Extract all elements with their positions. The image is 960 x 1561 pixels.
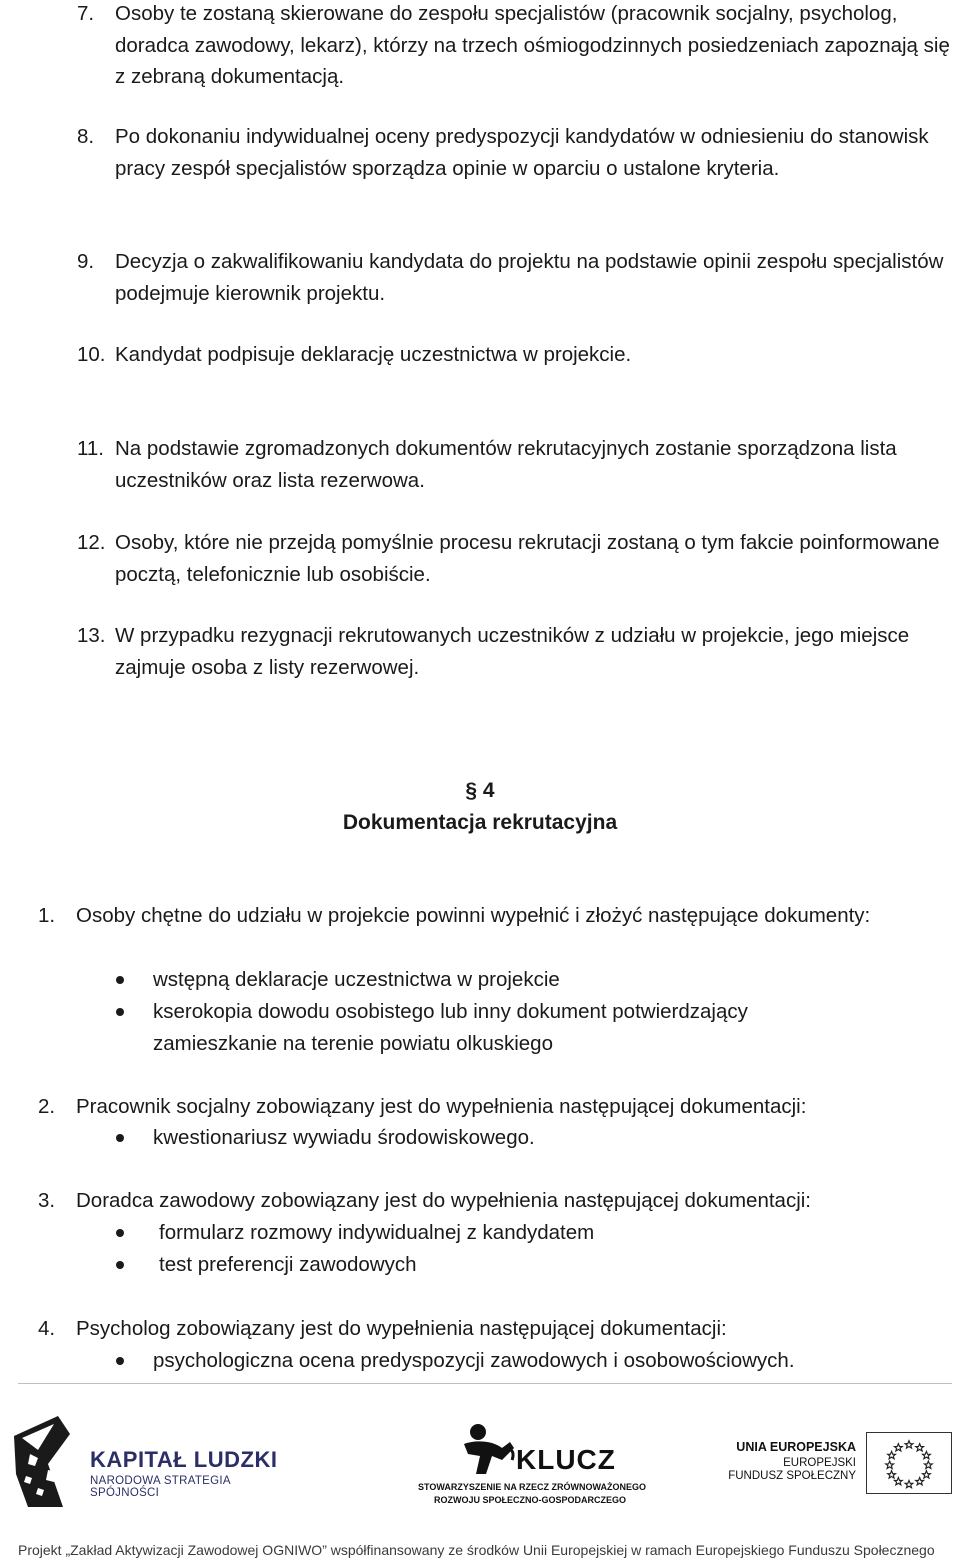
list-item xyxy=(38,1091,938,1123)
bullet-item xyxy=(116,964,936,996)
bullet-item xyxy=(116,1249,936,1281)
eu-flag-icon xyxy=(866,1432,952,1494)
list-text: Decyzja o zakwalifikowaniu kandydata do projektu na podstawie opinii zespołu specjalistów podejmuje kierownik projektu. xyxy=(115,250,944,305)
list-number: 10. xyxy=(77,343,106,366)
bullet-text: kwestionariusz wywiadu środowiskowego. xyxy=(153,1126,535,1149)
bullet-item xyxy=(116,1217,936,1249)
kapital-ludzki-subtitle: NARODOWA STRATEGIA SPÓJNOŚCI xyxy=(90,1475,231,1499)
list-number: 13. xyxy=(77,624,106,647)
list-item xyxy=(77,246,947,309)
list-item xyxy=(77,0,957,93)
eu-line-3: FUNDUSZ SPOŁECZNY xyxy=(728,1470,856,1482)
bullet-icon xyxy=(116,1134,124,1142)
section-number-value: 4 xyxy=(482,779,495,802)
list-text: Osoby, które nie przejdą pomyślnie procesu rekrutacji zostaną o tym fakcie poinformowane pocztą, telefonicznie lub osobiście. xyxy=(115,531,940,586)
klucz-tagline-2: ROZWOJU SPOŁECZNO-GOSPODARCZEGO xyxy=(434,1495,627,1505)
list-number: 12. xyxy=(77,531,106,554)
footer-text: Projekt „Zakład Aktywizacji Zawodowej OGNIWO” współfinansowany ze środków Unii Europejskiej w ramach Europejskiego Funduszu Społecznego xyxy=(18,1542,935,1558)
list-item xyxy=(77,433,957,496)
bullet-text: formularz rozmowy indywidualnej z kandydatem xyxy=(159,1221,595,1244)
bullet-icon xyxy=(116,1008,124,1016)
footer-divider xyxy=(18,1383,952,1384)
list-number: 11. xyxy=(77,437,104,460)
list-item xyxy=(38,900,938,932)
list-text: Psycholog zobowiązany jest do wypełnienia następującej dokumentacji: xyxy=(76,1317,727,1340)
list-text: Kandydat podpisuje deklarację uczestnictwa w projekcie. xyxy=(115,343,632,366)
kapital-ludzki-logo xyxy=(8,1414,293,1509)
bullet-text: psychologiczna ocena predyspozycji zawodowych i osobowościowych. xyxy=(153,1349,795,1372)
list-text: Na podstawie zgromadzonych dokumentów rekrutacyjnych zostanie sporządzona lista uczestników oraz lista rezerwowa. xyxy=(115,437,897,492)
bullet-icon xyxy=(116,1357,124,1365)
klucz-tagline-1: STOWARZYSZENIE NA RZECZ ZRÓWNOWAŻONEGO xyxy=(418,1482,646,1492)
list-item xyxy=(38,1313,938,1345)
klucz-logo xyxy=(418,1422,646,1512)
eu-title: UNIA EUROPEJSKA xyxy=(736,1440,856,1454)
bullet-icon xyxy=(116,1229,124,1237)
list-text: Doradca zawodowy zobowiązany jest do wypełnienia następującej dokumentacji: xyxy=(76,1189,812,1212)
list-number: 3. xyxy=(38,1189,56,1212)
kapital-ludzki-mark-icon xyxy=(8,1414,80,1509)
bullet-text: wstępną deklaracje uczestnictwa w projekcie xyxy=(153,968,560,991)
kapital-ludzki-title: KAPITAŁ LUDZKI xyxy=(90,1447,278,1472)
section-symbol: § xyxy=(465,779,478,802)
list-number: 1. xyxy=(38,904,56,927)
list-text: W przypadku rezygnacji rekrutowanych uczestników z udziału w projekcie, jego miejsce zajmuje osoba z listy rezerwowej. xyxy=(115,624,910,679)
list-item xyxy=(38,1185,938,1217)
list-item xyxy=(77,620,947,683)
list-text: Osoby chętne do udziału w projekcie powinni wypełnić i złożyć następujące dokumenty: xyxy=(76,904,871,927)
list-item xyxy=(77,121,947,184)
bullet-item xyxy=(116,1122,936,1154)
eu-logo xyxy=(728,1430,956,1500)
list-number: 8. xyxy=(77,125,95,148)
eu-line-2: EUROPEJSKI xyxy=(783,1457,856,1469)
list-text: Pracownik socjalny zobowiązany jest do wypełnienia następującej dokumentacji: xyxy=(76,1095,807,1118)
list-item xyxy=(77,527,947,590)
list-item xyxy=(77,339,947,371)
section-title: Dokumentacja rekrutacyjna xyxy=(342,811,618,834)
klucz-wordmark: KLUCZ xyxy=(516,1444,616,1475)
bullet-item xyxy=(116,1345,936,1377)
bullet-item xyxy=(116,996,836,1059)
list-number: 2. xyxy=(38,1095,56,1118)
list-text: Po dokonaniu indywidualnej oceny predyspozycji kandydatów w odniesieniu do stanowisk pracy zespół specjalistów sporządza opinie w oparciu o ustalone kryteria. xyxy=(115,125,929,180)
bullet-icon xyxy=(116,976,124,984)
list-number: 7. xyxy=(77,2,95,25)
bullet-icon xyxy=(116,1261,124,1269)
list-number: 9. xyxy=(77,250,95,273)
bullet-text: kserokopia dowodu osobistego lub inny dokument potwierdzający zamieszkanie na terenie powiatu olkuskiego xyxy=(153,1000,748,1055)
list-text: Osoby te zostaną skierowane do zespołu specjalistów (pracownik socjalny, psycholog, doradca zawodowy, lekarz), którzy na trzech ośmiogodzinnych posiedzeniach zapoznają się z zebraną dokumentacją. xyxy=(115,2,950,88)
section-number xyxy=(0,775,960,807)
bullet-text: test preferencji zawodowych xyxy=(159,1253,417,1276)
klucz-figure-icon xyxy=(458,1422,518,1480)
list-number: 4. xyxy=(38,1317,56,1340)
